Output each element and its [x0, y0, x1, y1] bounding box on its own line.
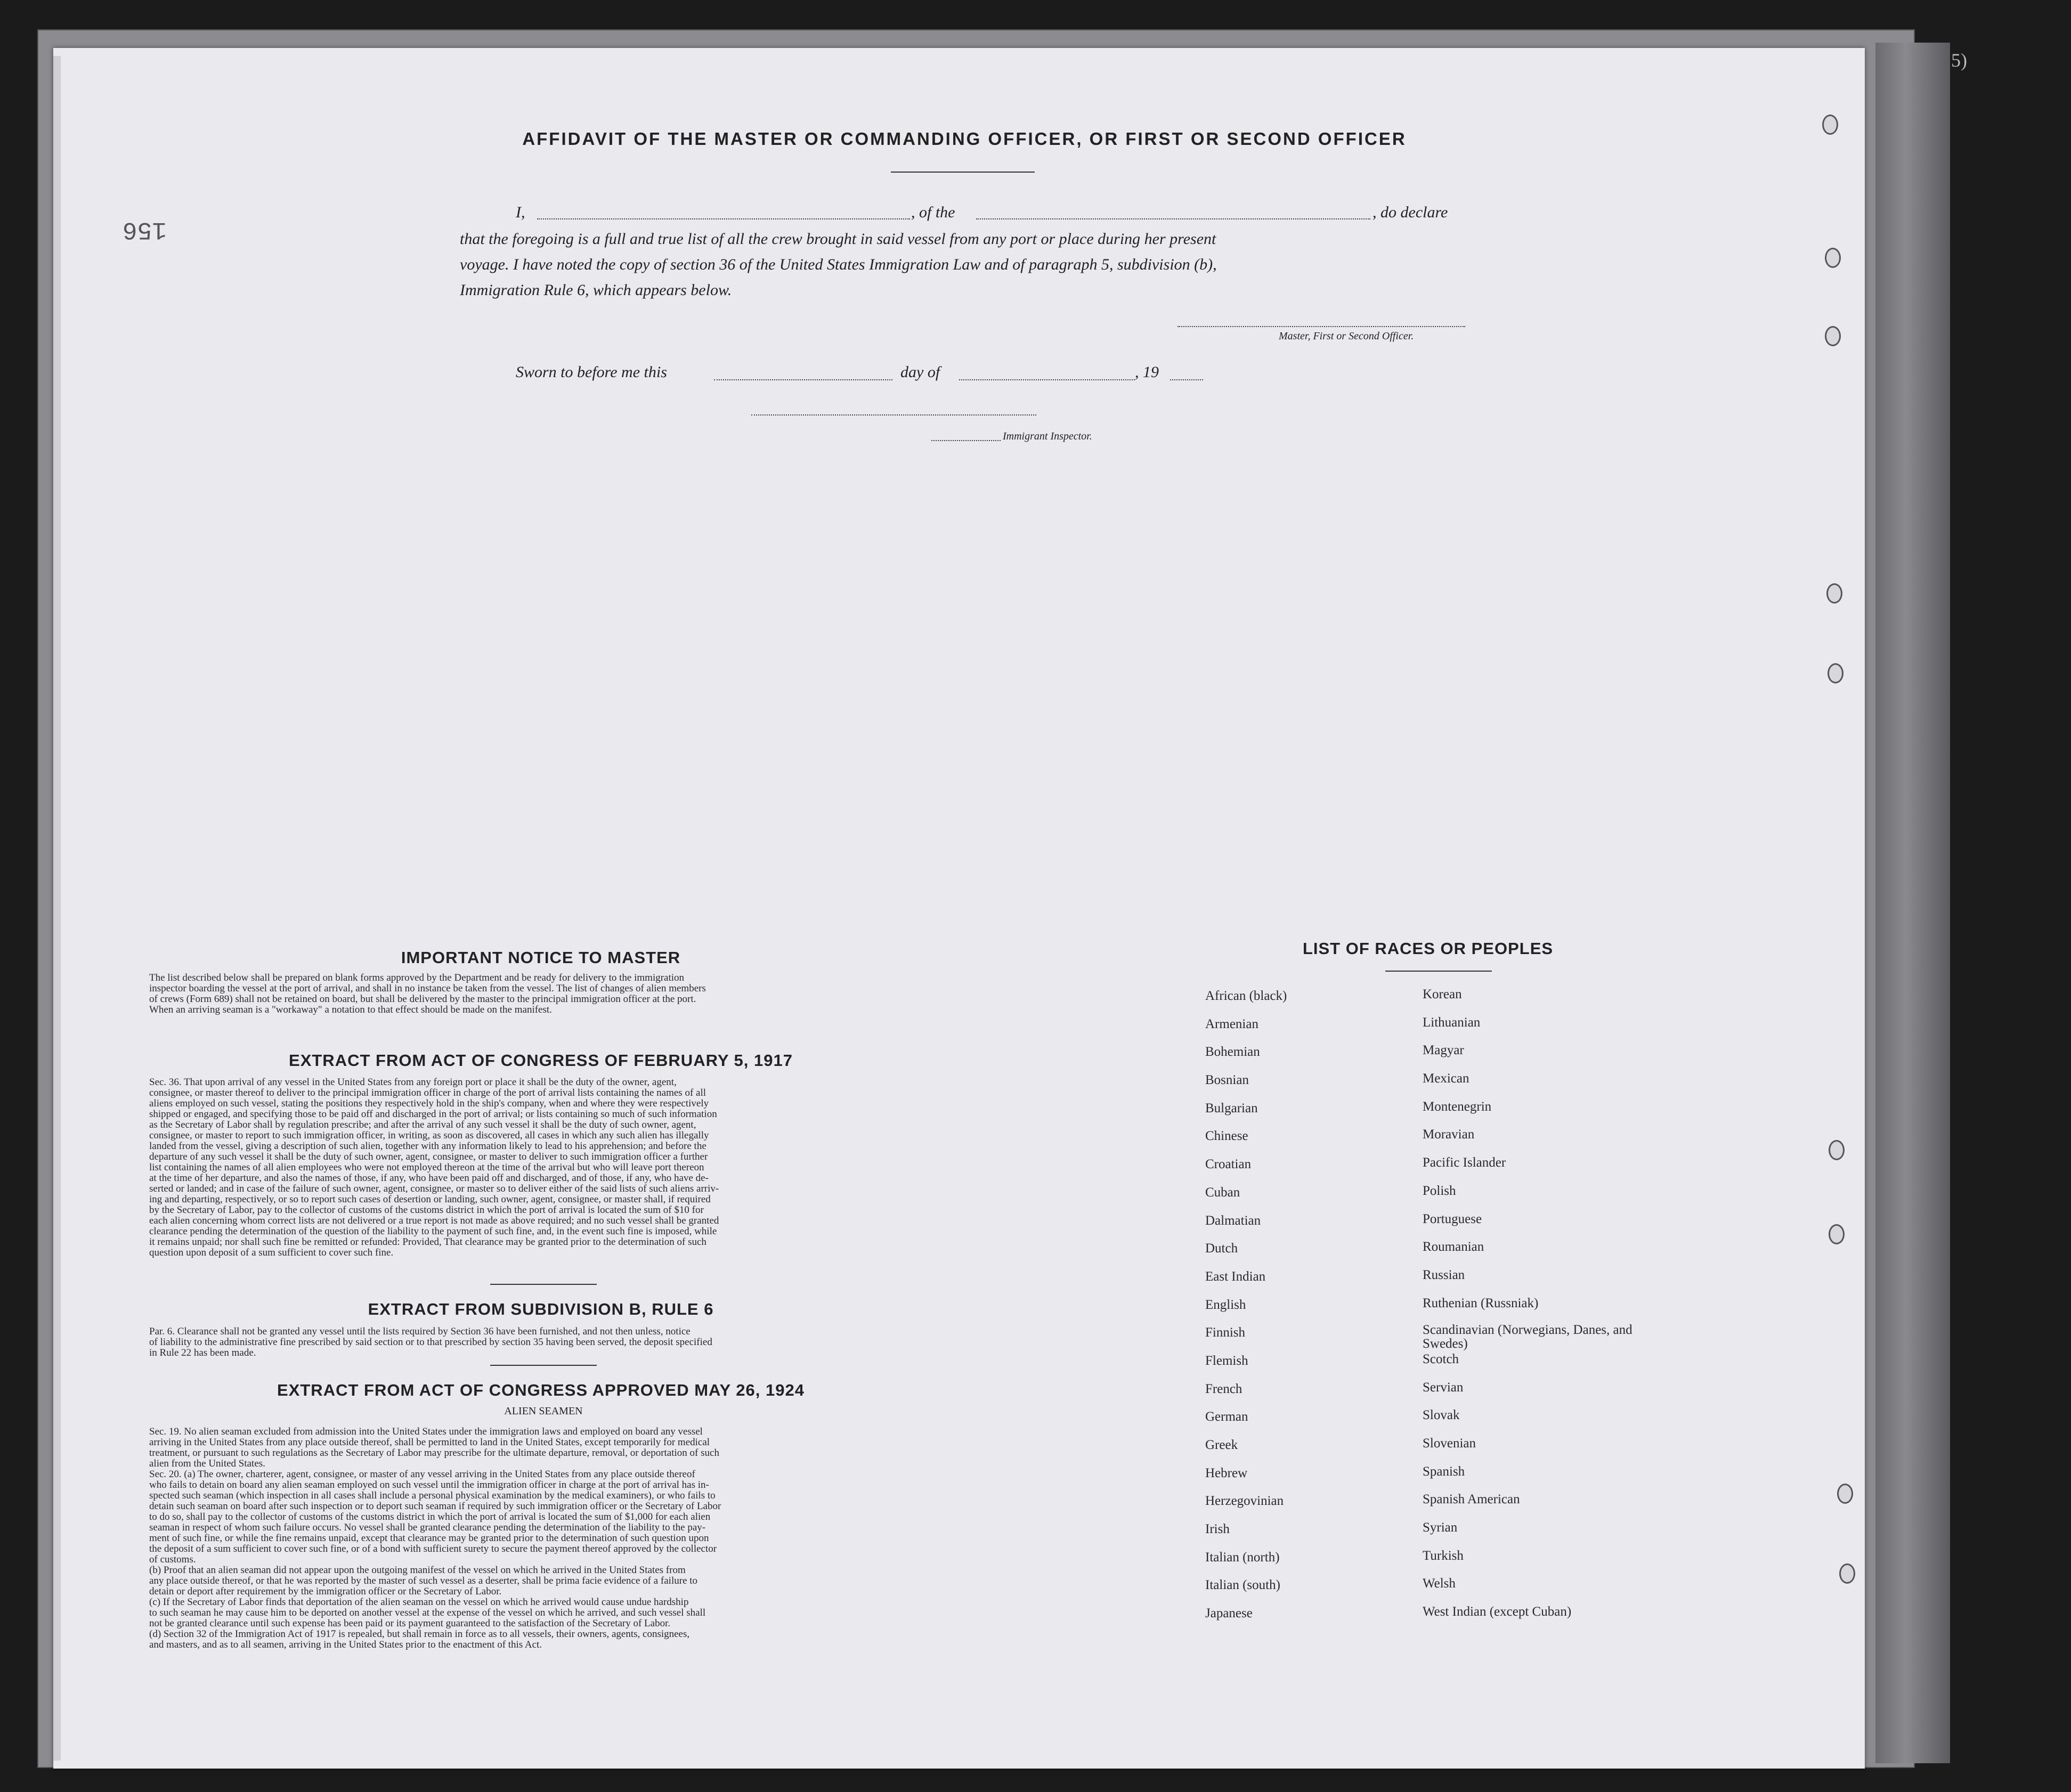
year-label: , 19 [1135, 363, 1159, 381]
notice-title: IMPORTANT NOTICE TO MASTER [401, 948, 681, 967]
inspector-dot-leader [931, 440, 1001, 441]
page-edge [53, 56, 61, 1761]
text-line: not be granted clearance until such expense has been paid or its payment guaranteed to the satisfaction of the Secretary of Labor. [149, 1618, 671, 1629]
race-item: English [1205, 1297, 1246, 1312]
sworn-date-line [714, 379, 892, 380]
binder-hole [1837, 1484, 1853, 1504]
text-line: Sec. 20. (a) The owner, charterer, agent, consignee, or master of any vessel arriving in the United States from any place outside thereof [149, 1469, 695, 1480]
binder-hole [1826, 583, 1842, 604]
section-rule [490, 1284, 597, 1285]
race-item: Moravian [1423, 1127, 1475, 1142]
binder-hole [1828, 663, 1843, 683]
notice-text [149, 973, 924, 1015]
year-line [1170, 379, 1203, 380]
page-shadow [1875, 43, 1950, 1763]
race-item: Hebrew [1205, 1465, 1248, 1480]
binder-hole [1822, 115, 1838, 135]
races-left-column [1205, 988, 1408, 1634]
text-line: of crews (Form 689) shall not be retained on board, but shall be delivered by the master to the principal immigration officer at the port. [149, 994, 696, 1005]
binder-hole [1829, 1224, 1845, 1244]
master-signature-caption: Master, First or Second Officer. [1279, 330, 1414, 342]
race-item: West Indian (except Cuban) [1423, 1604, 1572, 1619]
race-item: Armenian [1205, 1016, 1258, 1031]
race-item: Lithuanian [1423, 1015, 1481, 1030]
race-item: Montenegrin [1423, 1099, 1492, 1114]
subdivision-text [149, 1326, 924, 1358]
text-line: landed from the vessel, giving a description of such alien, together with any information likely to lead to his apprehension; and before the [149, 1141, 706, 1152]
text-line: Par. 6. Clearance shall not be granted any vessel until the lists required by Section 36 have been furnished, and not then unless, notice [149, 1326, 691, 1337]
race-item: Portuguese [1423, 1211, 1482, 1226]
extract-1924-text [149, 1427, 924, 1650]
race-item: Bohemian [1205, 1045, 1260, 1060]
race-item: Slovenian [1423, 1436, 1476, 1451]
race-item: Dutch [1205, 1241, 1238, 1256]
race-item: Spanish American [1423, 1492, 1520, 1507]
affidavit-title: AFFIDAVIT OF THE MASTER OR COMMANDING OFFICER, OR FIRST OR SECOND OFFICER [522, 129, 1407, 149]
race-item: Chinese [1205, 1129, 1248, 1144]
text-line: by the Secretary of Labor, pay to the collector of customs of the customs district in which the port of arrival is located the sum of $10 for [149, 1205, 704, 1216]
race-item: Herzegovinian [1205, 1494, 1284, 1509]
text-line: and masters, and as to all seamen, arriving in the United States prior to the enactment of this Act. [149, 1640, 542, 1650]
text-line: it remains unpaid; nor shall such fine be remitted or refunded: Provided, That clearance may be granted prior to the determination of such [149, 1237, 706, 1248]
text-line: treatment, or pursuant to such regulations as the Secretary of Labor may prescribe for the ultimate departure, removal, or deportation of such [149, 1448, 719, 1459]
race-item: Flemish [1205, 1353, 1248, 1368]
affidavit-declare: , do declare [1372, 203, 1448, 221]
name-field-line [537, 218, 910, 219]
text-line: Sec. 19. No alien seaman excluded from admission into the United States under the immigration laws and employed on board any vessel [149, 1427, 703, 1437]
race-item: German [1205, 1410, 1248, 1424]
race-item: Mexican [1423, 1071, 1469, 1086]
race-item: Welsh [1423, 1576, 1456, 1591]
inspector-caption: Immigrant Inspector. [1003, 430, 1092, 442]
text-line: When an arriving seaman is a "workaway" a notation to that effect should be made on the manifest. [149, 1005, 552, 1015]
binder-hole [1825, 326, 1841, 346]
race-item: East Indian [1205, 1269, 1266, 1284]
text-line: in Rule 22 has been made. [149, 1348, 256, 1358]
race-item: Pacific Islander [1423, 1155, 1506, 1170]
title-rule [891, 172, 1035, 173]
race-item: Roumanian [1423, 1240, 1484, 1255]
text-line: (b) Proof that an alien seaman did not appear upon the outgoing manifest of the vessel on which he arrived in the United States from [149, 1565, 686, 1576]
affidavit-line-2: that the foregoing is a full and true list of all the crew brought in said vessel from any port or place during her present [460, 230, 1216, 248]
race-item: Slovak [1423, 1408, 1460, 1423]
subdivision-title: EXTRACT FROM SUBDIVISION B, RULE 6 [368, 1300, 714, 1318]
text-line: consignee, or master to report to such immigration officer, in writing, as soon as discovered, all cases in which any such alien has illegally [149, 1130, 709, 1141]
section-rule [490, 1365, 597, 1366]
race-item: Dalmatian [1205, 1213, 1261, 1228]
race-item: Greek [1205, 1438, 1238, 1452]
race-item: Finnish [1205, 1325, 1246, 1340]
text-line: the deposit of a sum sufficient to cover such fine, or of a bond with sufficient surety to secure the payment thereof approved by the collector [149, 1544, 717, 1554]
month-line [959, 379, 1135, 380]
extract-1917-title: EXTRACT FROM ACT OF CONGRESS OF FEBRUARY 5, 1917 [289, 1051, 793, 1070]
race-item: Turkish [1423, 1548, 1464, 1563]
text-line: departure of any such vessel it shall be the duty of such owner, agent, consignee, or master to deliver to such immigration officer a further [149, 1152, 708, 1162]
text-line: alien from the United States. [149, 1459, 265, 1469]
extract-1924-subtitle: ALIEN SEAMEN [504, 1405, 583, 1417]
text-line: of liability to the administrative fine prescribed by said section or to that prescribed by section 35 having been served, the deposit specified [149, 1337, 712, 1348]
text-line: seaman in respect of whom such failure occurs. No vessel shall be granted clearance pending the determination of the liability to the pay- [149, 1522, 706, 1533]
text-line: clearance pending the determination of the question of the liability to the payment of such fine, and, in the event such fine is imposed, while [149, 1226, 717, 1237]
race-item: Scandinavian (Norwegians, Danes, and Swedes) [1423, 1323, 1633, 1351]
text-line: serted or landed; and in case of the failure of such owner, agent, consignee, or master so to deliver either of the said lists of such aliens arriv- [149, 1184, 719, 1194]
affidavit-of-the: , of the [911, 203, 955, 221]
race-item: Polish [1423, 1183, 1456, 1198]
text-line: inspector boarding the vessel at the port of arrival, and shall in no instance be taken from the vessel. The list of changes of alien members [149, 983, 706, 994]
affidavit-line-4: Immigration Rule 6, which appears below. [460, 281, 732, 299]
text-line: consignee, or master thereof to deliver to the principal immigration officer in charge of the port of arrival lists containing the names of all [149, 1088, 706, 1098]
race-item: Ruthenian (Russniak) [1423, 1296, 1539, 1310]
text-line: arriving in the United States from any place outside thereof, shall be permitted to land in the United States, except temporarily for medical [149, 1437, 710, 1448]
race-item: French [1205, 1381, 1242, 1396]
text-line: shipped or engaged, and specifying those to be paid off and discharged in the port of arrival; or lists containing so much of such information [149, 1109, 717, 1120]
text-line: ing and departing, respectively, or so to report such cases of desertion or landing, such owner, agent, consignee, or master shall, if required [149, 1194, 711, 1205]
race-item: Japanese [1205, 1606, 1253, 1621]
race-item: Magyar [1423, 1043, 1464, 1058]
text-line: at the time of her departure, and also the names of those, if any, who have been paid off and discharged, and of those, if any, who have de- [149, 1173, 709, 1184]
text-line: (c) If the Secretary of Labor finds that deportation of the alien seaman on the vessel on which he arrived would cause undue hardship [149, 1597, 689, 1608]
race-item: Cuban [1205, 1185, 1240, 1200]
text-line: any place outside thereof, or that he was reported by the master of such vessel as a deserter, shall be prima facie evidence of a failure to [149, 1576, 698, 1586]
race-item: Russian [1423, 1267, 1465, 1282]
binder-hole [1825, 248, 1841, 268]
race-item: Italian (south) [1205, 1578, 1280, 1593]
text-line: to do so, shall pay to the collector of customs of the customs district in which the port of arrival is located the sum of $1,000 for each alien [149, 1512, 711, 1522]
race-item: Scotch [1423, 1351, 1459, 1366]
race-item: Servian [1423, 1380, 1464, 1395]
text-line: of customs. [149, 1554, 196, 1565]
vessel-field-line [976, 218, 1370, 219]
text-line: question upon deposit of a sum sufficient to cover such fine. [149, 1248, 394, 1258]
race-item: Spanish [1423, 1464, 1465, 1479]
race-item: Irish [1205, 1522, 1230, 1537]
text-line: The list described below shall be prepared on blank forms approved by the Department and be ready for delivery to the immigration [149, 973, 685, 983]
sworn-label: Sworn to before me this [516, 363, 667, 381]
race-item: Syrian [1423, 1520, 1458, 1535]
text-line: who fails to detain on board any alien seaman employed on such vessel until the immigration officer in charge at the port of arrival has in- [149, 1480, 709, 1490]
text-line: each alien concerning whom correct lists are not delivered or a true report is not made as above required; and no such vessel shall be granted [149, 1216, 719, 1226]
race-item: Croatian [1205, 1157, 1252, 1172]
race-item: African (black) [1205, 989, 1287, 1003]
binder-hole [1839, 1563, 1855, 1584]
binder-hole [1829, 1140, 1845, 1160]
text-line: (d) Section 32 of the Immigration Act of 1917 is repealed, but shall remain in force as to all vessels, their owners, agents, consignees, [149, 1629, 690, 1640]
text-line: detain or deport after requirement by the immigration officer or the Secretary of Labor. [149, 1586, 502, 1597]
corner-mark: 5) [1951, 50, 1967, 71]
race-item: Korean [1423, 987, 1462, 1001]
text-line: as the Secretary of Labor shall by regulation prescribe; and after the arrival of any such vessel it shall be the duty of such owner, agent, [149, 1120, 696, 1130]
text-line: list containing the names of all alien employees who were not employed thereon at the time of the arrival but who will leave port thereon [149, 1162, 704, 1173]
text-line: spected such seaman (which inspection in all cases shall include a personal physical examination by the medical examiners), or who fails to [149, 1490, 716, 1501]
text-line: to such seaman he may cause him to be deported on another vessel at the expense of the vessel on which he arrived, and such vessel shall [149, 1608, 706, 1618]
inspector-signature-line [751, 414, 1036, 416]
master-signature-line [1177, 326, 1465, 327]
text-line: Sec. 36. That upon arrival of any vessel in the United States from any foreign port or place it shall be the duty of the owner, agent, [149, 1077, 677, 1088]
day-of-label: day of [900, 363, 940, 381]
race-item: Bulgarian [1205, 1101, 1258, 1115]
affidavit-line-3: voyage. I have noted the copy of section 36 of the United States Immigration Law and of paragraph 5, subdivision (b), [460, 256, 1217, 273]
extract-1917-text [149, 1077, 924, 1258]
races-right-column [1423, 987, 1646, 1632]
text-line: ment of such fine, or while the fine remains unpaid, except that clearance may be granted prior to the determination of such question upon [149, 1533, 709, 1544]
text-line: aliens employed on such vessel, stating the positions they respectively hold in the ship's company, when and where they were respectively [149, 1098, 709, 1109]
affidavit-i: I, [516, 203, 525, 221]
margin-number: 156 [123, 216, 167, 243]
race-item: Bosnian [1205, 1073, 1249, 1088]
extract-1924-title: EXTRACT FROM ACT OF CONGRESS APPROVED MAY 26, 1924 [277, 1381, 805, 1399]
races-title: LIST OF RACES OR PEOPLES [1302, 939, 1554, 958]
text-line: detain such seaman on board after such inspection or to deport such seaman if required by such immigration officer or the Secretary of Labor [149, 1501, 721, 1512]
races-rule [1385, 971, 1492, 972]
race-item: Italian (north) [1205, 1550, 1280, 1565]
